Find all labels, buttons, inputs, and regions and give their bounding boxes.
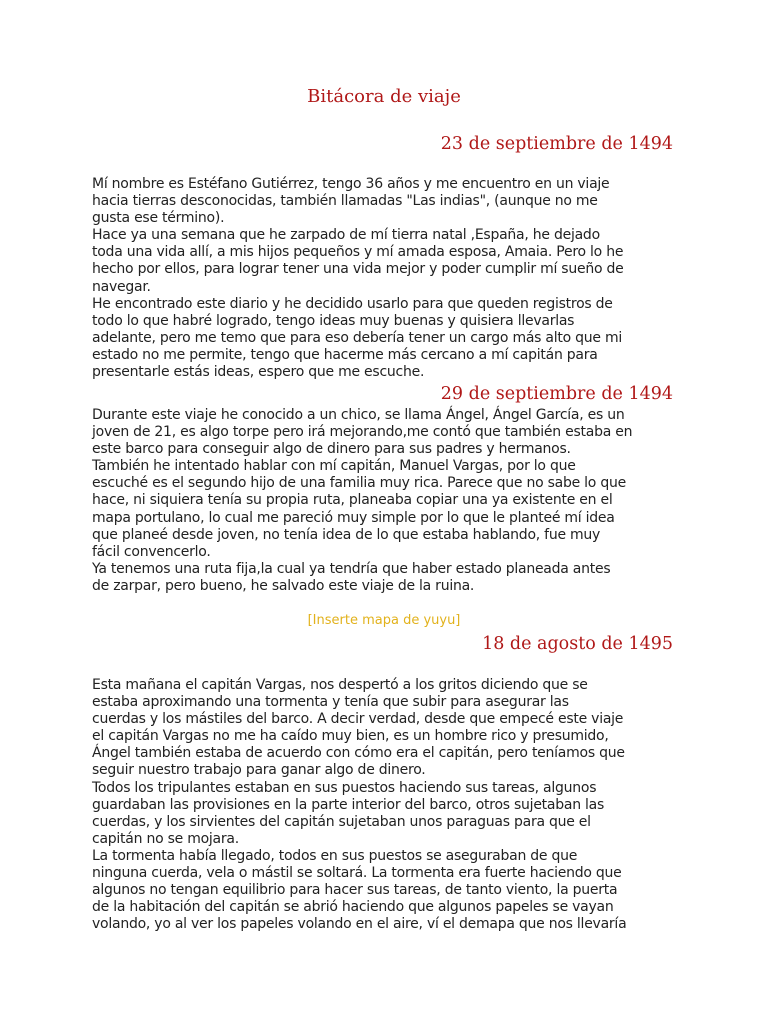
text-line: También he intentado hablar con mí capitán, Manuel Vargas, por lo que xyxy=(92,458,576,475)
text-line: joven de 21, es algo torpe pero irá mejorando,me contó que también estaba en xyxy=(92,424,633,441)
text-line: escuché es el segundo hijo de una familia muy rica. Parece que no sabe lo que xyxy=(92,475,626,492)
text-line: Mí nombre es Estéfano Gutiérrez, tengo 36 años y me encuentro en un viaje xyxy=(92,176,610,192)
text-line: cuerdas y los mástiles del barco. A decir verdad, desde que empecé este viaje xyxy=(92,711,624,728)
text-line: La tormenta había llegado, todos en sus puestos se aseguraban de que xyxy=(92,847,578,864)
text-line: mapa portulano, lo cual me pareció muy simple por lo que le planteé mí idea xyxy=(92,509,615,526)
text-line: Durante este viaje he conocido a un chico, se llama Ángel, Ángel García, es un xyxy=(92,407,625,423)
text-line: de zarpar, pero bueno, he salvado este viaje de la ruina. xyxy=(92,577,475,594)
text-line: que planeé desde joven, no tenía idea de lo que estaba hablando, fue muy xyxy=(92,526,601,543)
text-line: algunos no tengan equilibrio para hacer sus tareas, de tanto viento, la puerta xyxy=(92,882,618,899)
text-line: toda una vida allí, a mis hijos pequeños y mí amada esposa, Amaia. Pero lo he xyxy=(92,244,624,261)
text-line: Hace ya una semana que he zarpado de mí tierra natal ,España, he dejado xyxy=(92,227,600,244)
text-line: el capitán Vargas no me ha caído muy bien, es un hombre rico y presumido, xyxy=(92,728,609,745)
text-line: He encontrado este diario y he decidido usarlo para que queden registros de xyxy=(92,295,613,312)
entry-body xyxy=(92,677,676,933)
text-line: estaba aproximando una tormenta y tenía que subir para asegurar las xyxy=(92,694,569,711)
entry-date: 18 de agosto de 1495 xyxy=(482,634,673,654)
text-line: Ángel también estaba de acuerdo con cómo era el capitán, pero teníamos que xyxy=(92,745,625,762)
text-line: adelante, pero me temo que para eso debería tener un cargo más alto que mi xyxy=(92,329,622,346)
text-line: hace, ni siquiera tenía su propia ruta, planeaba copiar una ya existente en el xyxy=(92,492,613,509)
text-line: de la habitación del capitán se abrió haciendo que algunos papeles se vayan xyxy=(92,899,614,916)
text-line: cuerdas, y los sirvientes del capitán sujetaban unos paraguas para que el xyxy=(92,813,591,830)
text-line: gusta ese término). xyxy=(92,210,225,227)
text-line: Todos los tripulantes estaban en sus puestos haciendo sus tareas, algunos xyxy=(92,779,597,796)
text-line: este barco para conseguir algo de dinero para sus padres y hermanos. xyxy=(92,441,571,458)
entry-body xyxy=(92,407,676,595)
text-line: capitán no se mojara. xyxy=(92,830,239,847)
text-line: fácil convencerlo. xyxy=(92,543,211,560)
text-line: navegar. xyxy=(92,278,151,295)
text-line: hacia tierras desconocidas, también llamadas "Las indias", (aunque no me xyxy=(92,193,598,210)
text-line: Esta mañana el capitán Vargas, nos despertó a los gritos diciendo que se xyxy=(92,677,588,693)
entry-date: 29 de septiembre de 1494 xyxy=(440,384,673,404)
text-line: Ya tenemos una ruta fija,la cual ya tendría que haber estado planeada antes xyxy=(92,560,611,577)
document-title: Bitácora de viaje xyxy=(307,86,461,107)
text-line: hecho por ellos, para lograr tener una vida mejor y poder cumplir mí sueño de xyxy=(92,261,624,278)
text-line: todo lo que habré logrado, tengo ideas muy buenas y quisiera llevarlas xyxy=(92,312,575,329)
entry-date: 23 de septiembre de 1494 xyxy=(440,134,673,154)
text-line: seguir nuestro trabajo para ganar algo de dinero. xyxy=(92,762,426,779)
map-placeholder-note: [Inserte mapa de yuyu] xyxy=(307,613,461,628)
text-line: volando, yo al ver los papeles volando en el aire, ví el demapa que nos llevaría xyxy=(92,916,627,933)
text-line: estado no me permite, tengo que hacerme más cercano a mí capitán para xyxy=(92,346,598,363)
text-line: ninguna cuerda, vela o mástil se soltará. La tormenta era fuerte haciendo que xyxy=(92,865,622,882)
text-line: presentarle estás ideas, espero que me escuche. xyxy=(92,364,425,381)
entry-body xyxy=(92,176,676,381)
text-line: guardaban las provisiones en la parte interior del barco, otros sujetaban las xyxy=(92,796,605,813)
